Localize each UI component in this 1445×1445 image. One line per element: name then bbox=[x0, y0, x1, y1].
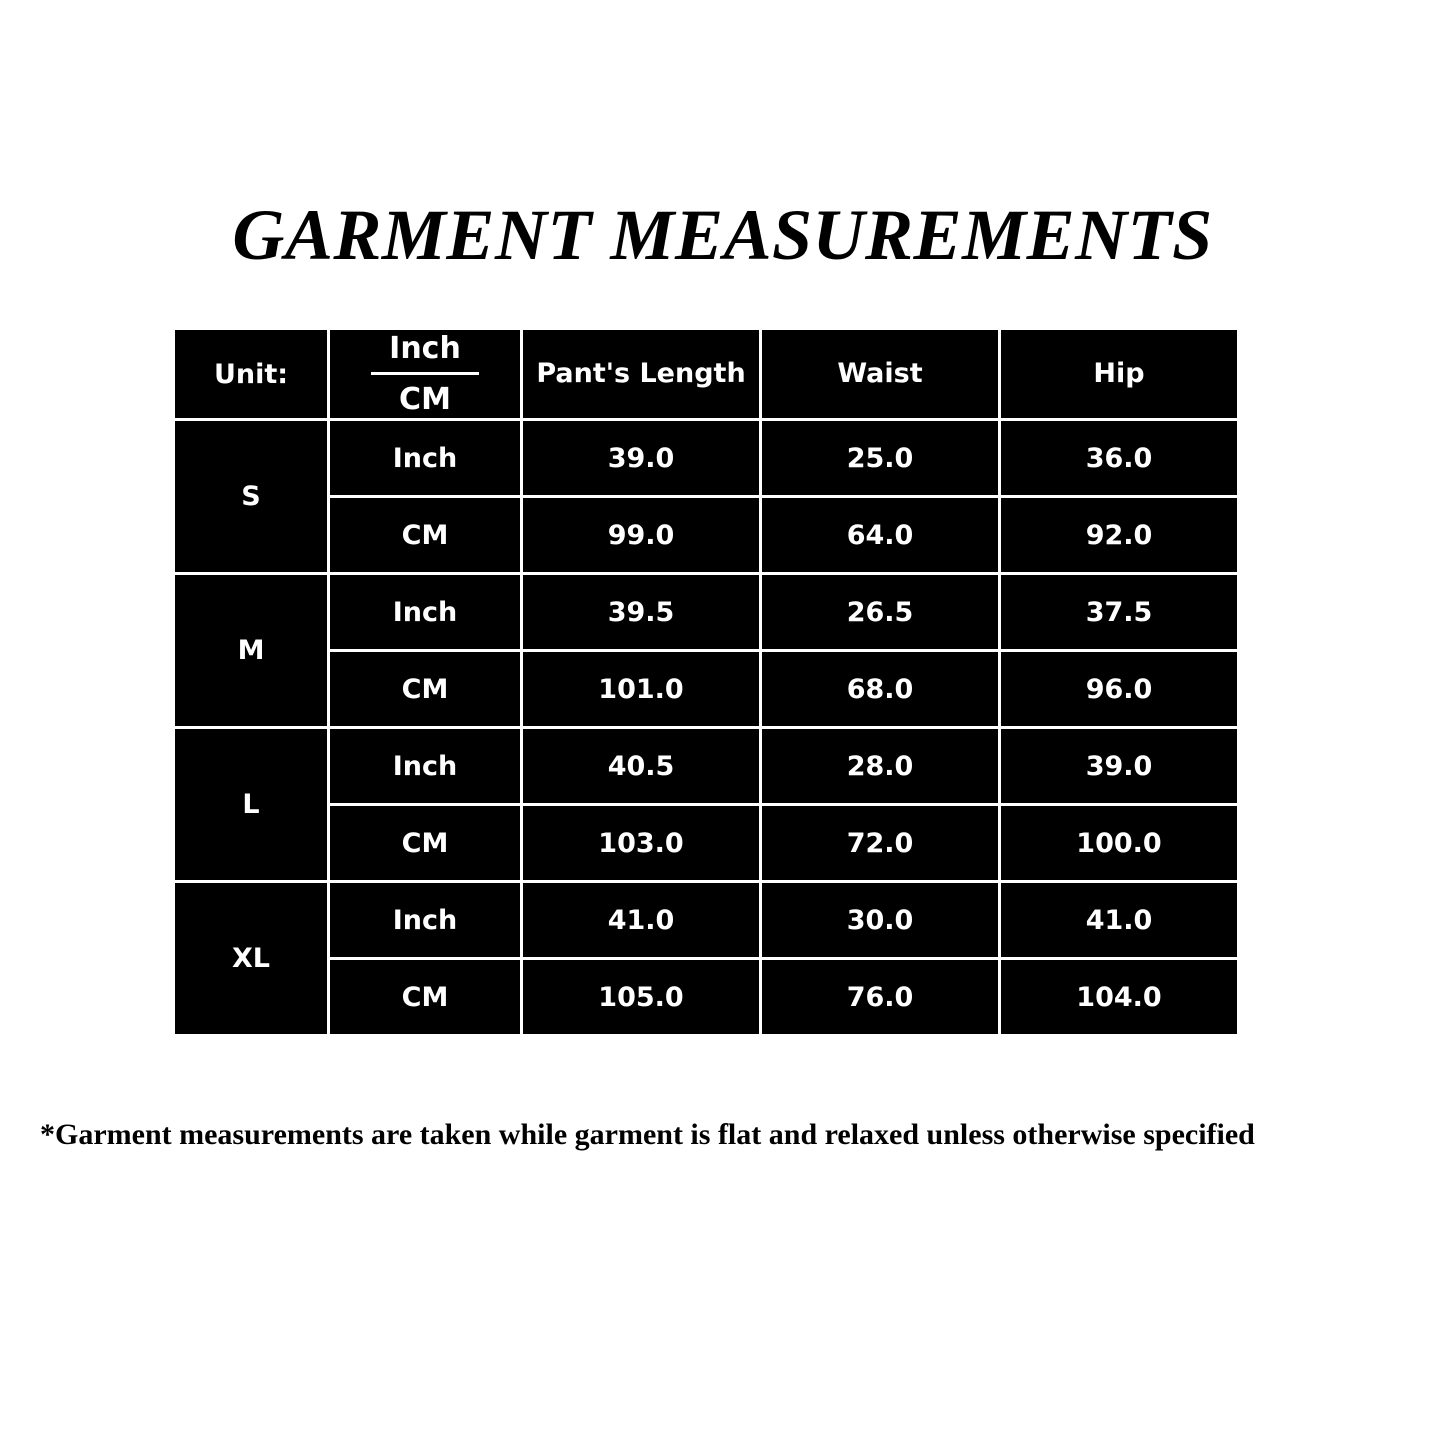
unit-fraction-denominator: CM bbox=[399, 381, 451, 417]
unit-cell-s-cm: CM bbox=[330, 498, 520, 572]
unit-fraction-numerator: Inch bbox=[371, 330, 479, 375]
value-xl-inch-hip: 41.0 bbox=[1001, 883, 1237, 957]
unit-cell-s-inch: Inch bbox=[330, 421, 520, 495]
value-xl-inch-pants-length: 41.0 bbox=[523, 883, 759, 957]
table-row bbox=[175, 575, 1237, 649]
size-cell-m: M bbox=[175, 575, 327, 726]
unit-cell-m-inch: Inch bbox=[330, 575, 520, 649]
page-title: GARMENT MEASUREMENTS bbox=[232, 195, 1213, 275]
value-m-inch-pants-length: 39.5 bbox=[523, 575, 759, 649]
unit-cell-l-cm: CM bbox=[330, 806, 520, 880]
value-l-cm-waist: 72.0 bbox=[762, 806, 998, 880]
value-s-cm-pants-length: 99.0 bbox=[523, 498, 759, 572]
value-xl-cm-pants-length: 105.0 bbox=[523, 960, 759, 1034]
value-l-inch-pants-length: 40.5 bbox=[523, 729, 759, 803]
value-m-cm-pants-length: 101.0 bbox=[523, 652, 759, 726]
value-s-inch-pants-length: 39.0 bbox=[523, 421, 759, 495]
value-l-inch-hip: 39.0 bbox=[1001, 729, 1237, 803]
table-row bbox=[175, 498, 1237, 572]
value-s-inch-waist: 25.0 bbox=[762, 421, 998, 495]
value-l-cm-pants-length: 103.0 bbox=[523, 806, 759, 880]
unit-cell-l-inch: Inch bbox=[330, 729, 520, 803]
unit-fraction-cell bbox=[330, 330, 520, 418]
column-header-hip: Hip bbox=[1001, 330, 1237, 418]
table-row bbox=[175, 729, 1237, 803]
value-s-cm-hip: 92.0 bbox=[1001, 498, 1237, 572]
table-row bbox=[175, 806, 1237, 880]
table-row bbox=[175, 421, 1237, 495]
size-cell-xl: XL bbox=[175, 883, 327, 1034]
value-xl-inch-waist: 30.0 bbox=[762, 883, 998, 957]
unit-cell-xl-inch: Inch bbox=[330, 883, 520, 957]
value-m-inch-hip: 37.5 bbox=[1001, 575, 1237, 649]
unit-label-cell: Unit: bbox=[175, 330, 327, 418]
measurements-table bbox=[172, 327, 1240, 1037]
value-l-cm-hip: 100.0 bbox=[1001, 806, 1237, 880]
size-cell-l: L bbox=[175, 729, 327, 880]
value-xl-cm-hip: 104.0 bbox=[1001, 960, 1237, 1034]
value-l-inch-waist: 28.0 bbox=[762, 729, 998, 803]
unit-cell-m-cm: CM bbox=[330, 652, 520, 726]
table-row bbox=[175, 883, 1237, 957]
value-s-cm-waist: 64.0 bbox=[762, 498, 998, 572]
table-row bbox=[175, 652, 1237, 726]
unit-fraction bbox=[371, 330, 479, 418]
column-header-pants-length: Pant's Length bbox=[523, 330, 759, 418]
table-row bbox=[175, 960, 1237, 1034]
footnote-text: *Garment measurements are taken while garment is flat and relaxed unless otherwise specified bbox=[40, 1118, 1255, 1151]
unit-cell-xl-cm: CM bbox=[330, 960, 520, 1034]
table-header-row bbox=[175, 330, 1237, 418]
value-m-inch-waist: 26.5 bbox=[762, 575, 998, 649]
measurements-table-container bbox=[172, 327, 1240, 1037]
value-xl-cm-waist: 76.0 bbox=[762, 960, 998, 1034]
value-s-inch-hip: 36.0 bbox=[1001, 421, 1237, 495]
column-header-waist: Waist bbox=[762, 330, 998, 418]
value-m-cm-hip: 96.0 bbox=[1001, 652, 1237, 726]
size-cell-s: S bbox=[175, 421, 327, 572]
value-m-cm-waist: 68.0 bbox=[762, 652, 998, 726]
